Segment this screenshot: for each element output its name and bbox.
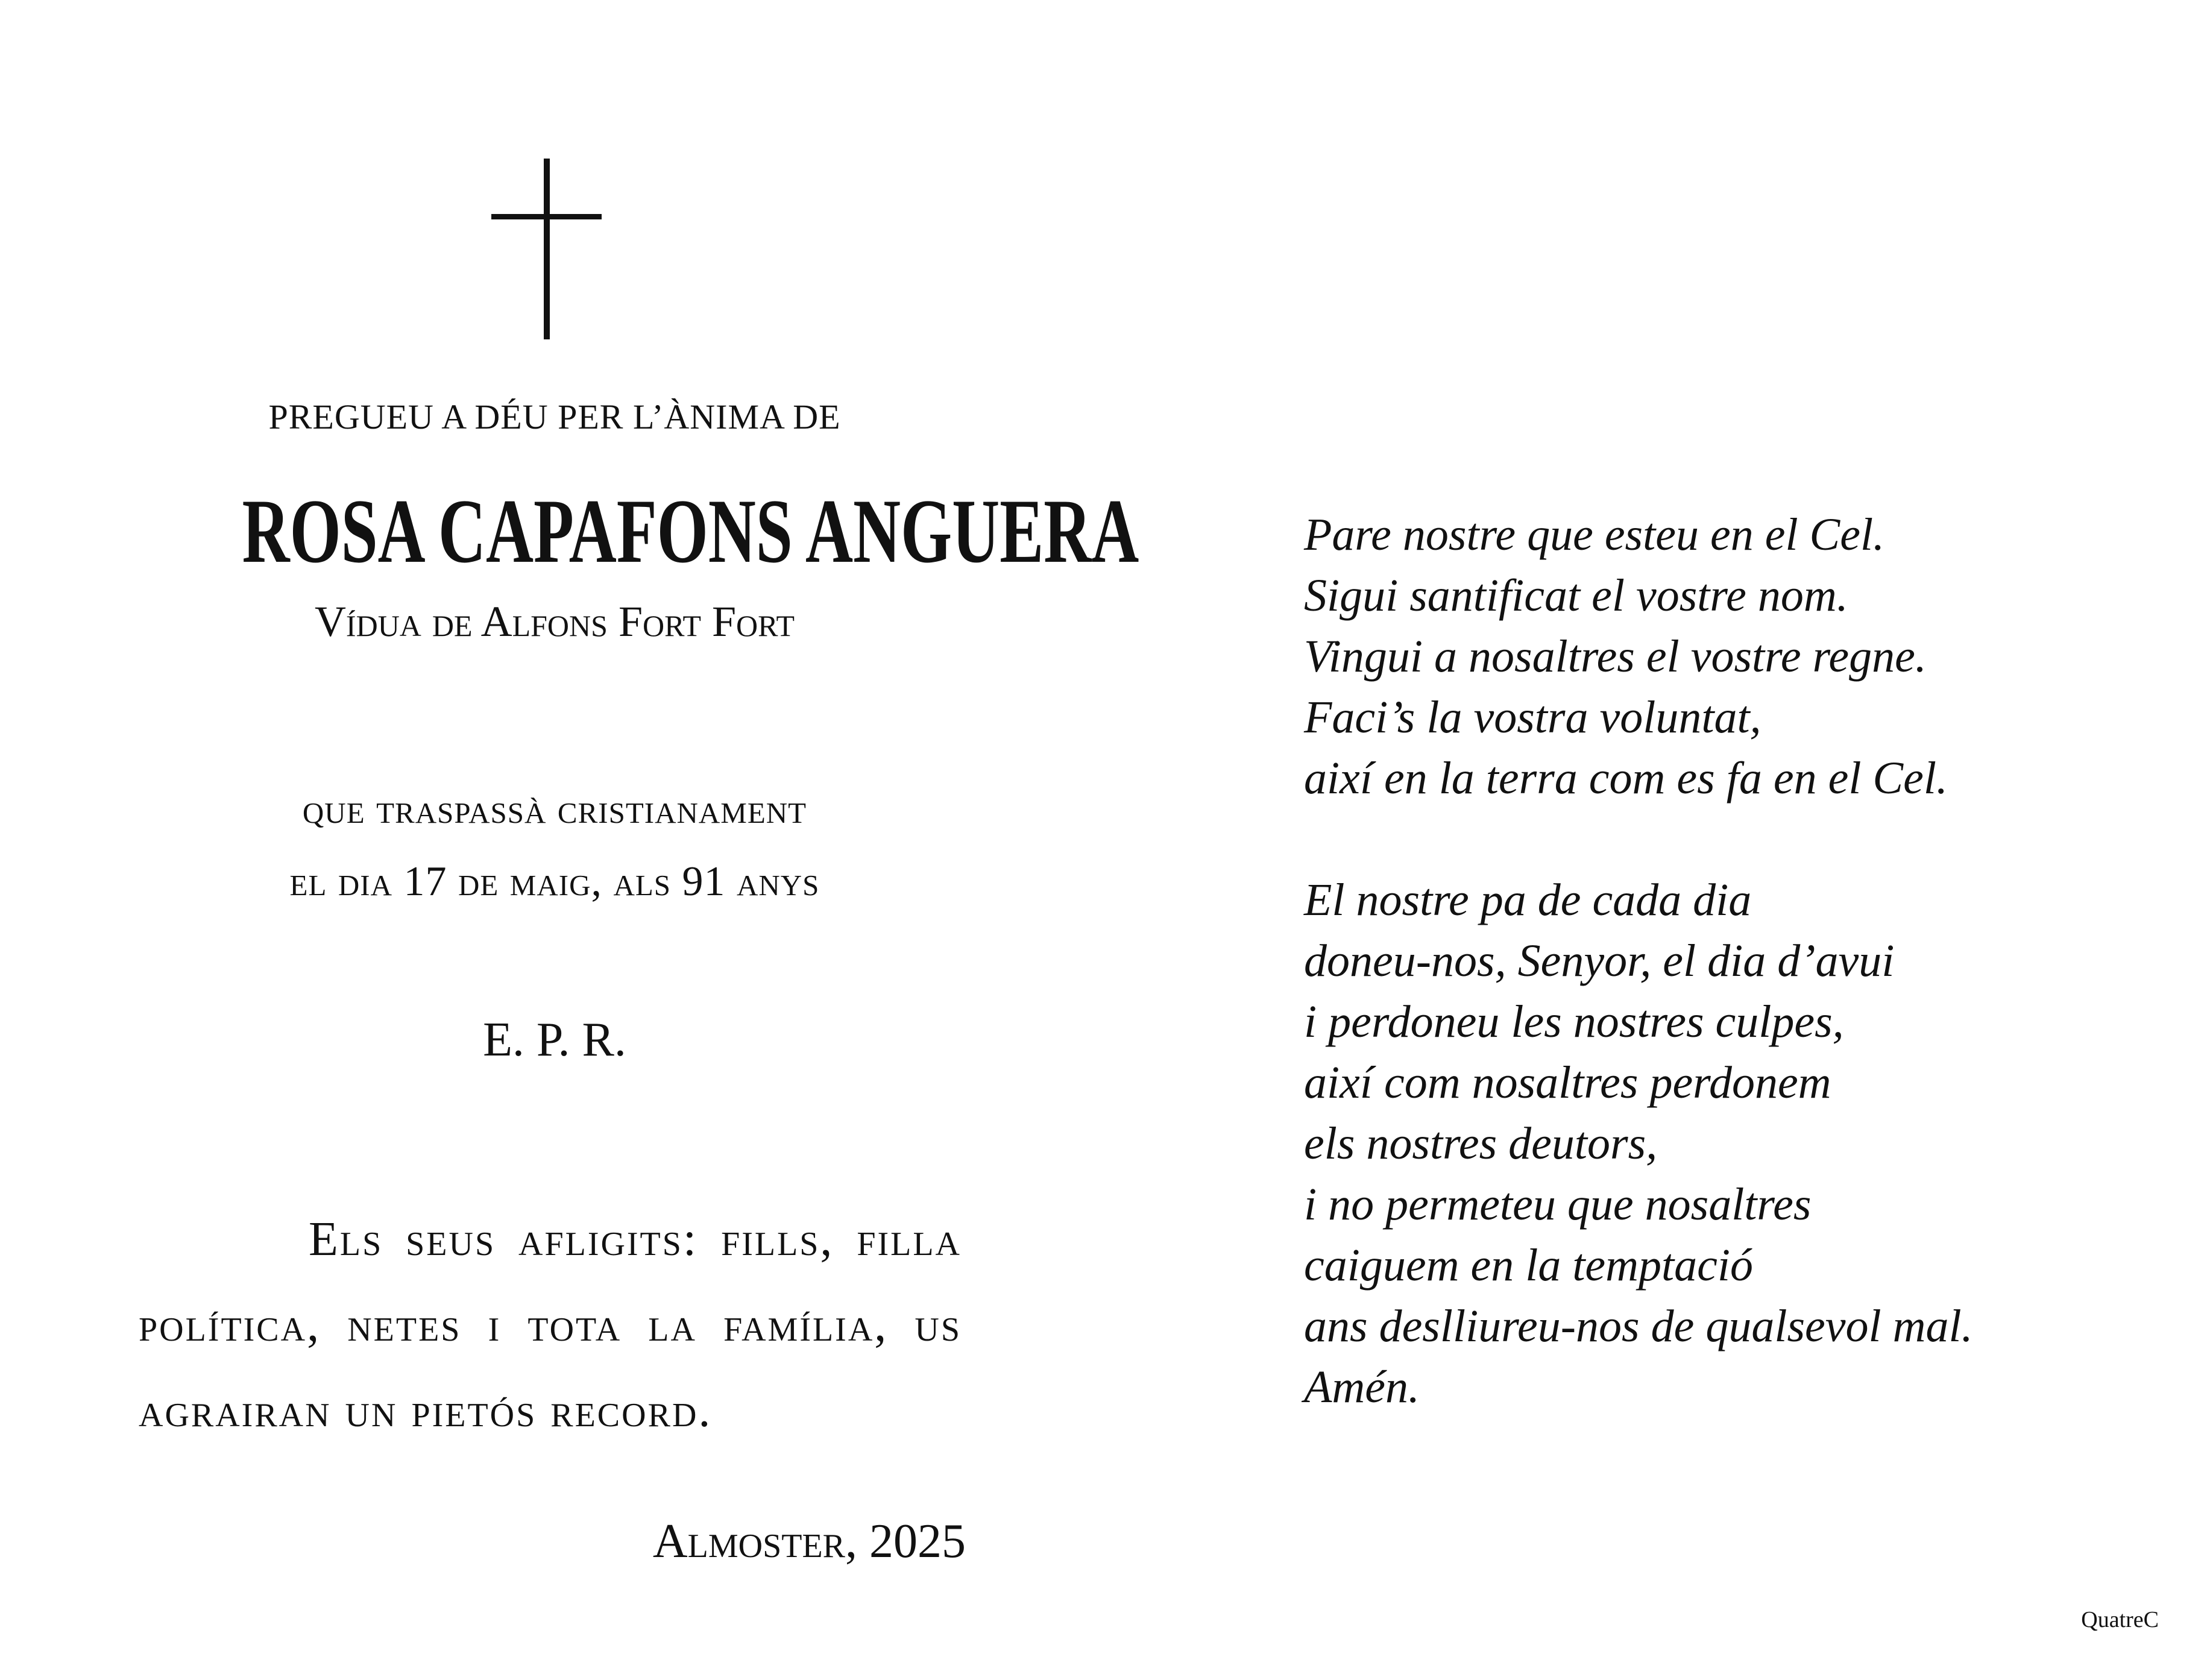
prayer-line: així en la terra com es fa en el Cel. xyxy=(1304,753,1948,804)
our-father-prayer xyxy=(1304,505,2088,1418)
prayer-line: així com nosaltres perdonem xyxy=(1304,1057,1831,1108)
deceased-name: ROSA CAPAFONS ANGUERA xyxy=(242,480,1139,582)
prayer-stanza-1 xyxy=(1304,505,2088,809)
stanza-gap xyxy=(1304,809,2088,870)
prayer-line: Vingui a nosaltres el vostre regne. xyxy=(1304,631,1927,682)
prayer-line: El nostre pa de cada dia xyxy=(1304,875,1752,925)
widow-of-line: Vídua de Alfons Fort Fort xyxy=(314,597,795,646)
prayer-line: els nostres deutors, xyxy=(1304,1118,1658,1169)
prayer-line: Faci’s la vostra voluntat, xyxy=(1304,692,1762,743)
prayer-line: i perdoneu les nostres culpes, xyxy=(1304,996,1844,1047)
prayer-line: Sigui santificat el vostre nom. xyxy=(1304,570,1848,621)
memorial-left-panel xyxy=(121,0,1139,1680)
epr-text: E. P. R. xyxy=(483,1013,626,1066)
death-notice xyxy=(121,773,989,918)
prayer-line: i no permeteu que nosaltres xyxy=(1304,1179,1812,1230)
prayer-stanza-2 xyxy=(1304,870,2088,1418)
prayer-line: doneu-nos, Senyor, el dia d’avui xyxy=(1304,936,1895,986)
prayer-line: caiguem en la temptació xyxy=(1304,1240,1754,1291)
family-message: Els seus afligits: fills, filla política, netes i tota la família, us agrairan un pietós record. xyxy=(139,1213,962,1437)
pray-line: PREGUEU A DÉU PER L’ÀNIMA DE xyxy=(268,397,841,436)
death-line-2: el dia 17 de maig, als 91 anys xyxy=(289,858,820,905)
printer-brand: QuatreC xyxy=(2081,1607,2159,1632)
prayer-line: Pare nostre que esteu en el Cel. xyxy=(1304,509,1885,560)
cross-icon xyxy=(491,159,602,339)
prayer-line: Amén. xyxy=(1304,1362,1420,1412)
place-date: Almoster, 2025 xyxy=(652,1515,966,1568)
death-line-1: que traspassà cristianament xyxy=(302,786,807,832)
prayer-line: ans deslliureu-nos de qualsevol mal. xyxy=(1304,1301,1973,1351)
